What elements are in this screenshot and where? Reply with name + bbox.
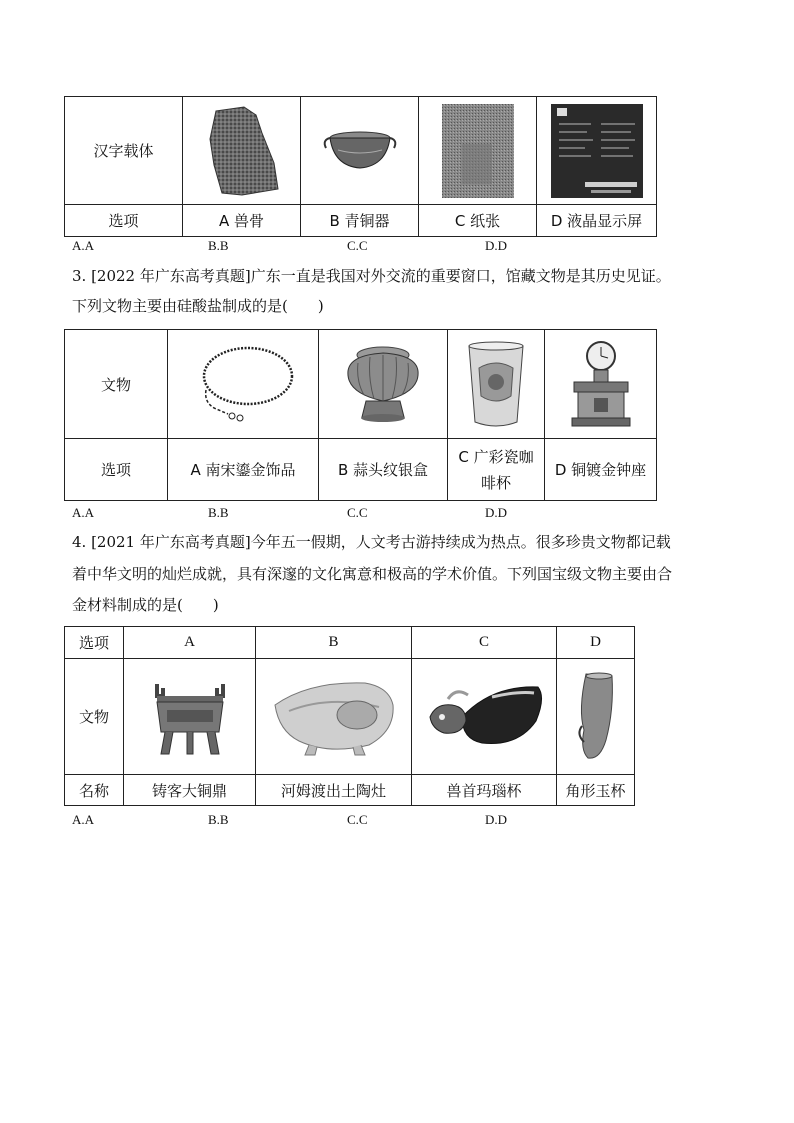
paper-image (419, 97, 537, 205)
q4-table (64, 626, 635, 806)
q2-choice-c[interactable]: C.C (347, 238, 368, 253)
q3-question-line2: 下列文物主要由硅酸盐制成的是( ) (72, 297, 324, 315)
q2-choice-b[interactable]: B.B (208, 238, 229, 253)
q4-option-row-label: 选项 (65, 627, 124, 659)
q2-choice-a[interactable]: A.A (72, 238, 95, 253)
q3-option-c (448, 439, 545, 501)
porcelain-cup-image (448, 330, 545, 439)
q4-question-line2: 着中华文明的灿烂成就，具有深邃的文化寓意和极高的学术价值。下列国宝级文物主要由合 (72, 565, 673, 583)
q3-option-d: D 铜镀金钟座 (545, 439, 657, 501)
q2-option-a: A 兽骨 (183, 205, 301, 237)
gold-necklace-image (168, 330, 319, 439)
q4-question-line3: 金材料制成的是( ) (72, 596, 219, 614)
pottery-stove-image (256, 659, 412, 775)
agate-cup-image (412, 659, 557, 775)
q3-choice-d[interactable]: D.D (485, 505, 508, 520)
q4-choice-d[interactable]: D.D (485, 812, 508, 827)
q2-option-label: 选项 (65, 205, 183, 237)
q3-question-line1: 3. [2022 年广东高考真题]广东一直是我国对外交流的重要窗口，馆藏文物是其历史见证。 (72, 267, 671, 285)
q4-letter-c: C (412, 627, 557, 659)
q3-header-cell: 文物 (65, 330, 168, 439)
q4-letter-a: A (124, 627, 256, 659)
q2-option-c: C 纸张 (419, 205, 537, 237)
q4-name-b: 河姆渡出土陶灶 (256, 775, 412, 806)
q4-choice-b[interactable]: B.B (208, 812, 229, 827)
q3-choice-c[interactable]: C.C (347, 505, 368, 520)
q4-letter-b: B (256, 627, 412, 659)
jade-cup-image (557, 659, 635, 775)
q4-letter-d: D (557, 627, 635, 659)
q2-header-cell: 汉字载体 (65, 97, 183, 205)
q2-option-b: B 青铜器 (301, 205, 419, 237)
q4-name-a: 铸客大铜鼎 (124, 775, 256, 806)
q4-relic-row-label: 文物 (65, 659, 124, 775)
q3-option-label: 选项 (65, 439, 168, 501)
oracle-bone-image (183, 97, 301, 205)
q3-choice-b[interactable]: B.B (208, 505, 229, 520)
bronze-ding-image (124, 659, 256, 775)
q3-choice-a[interactable]: A.A (72, 505, 95, 520)
bronze-vessel-image (301, 97, 419, 205)
q3-table (64, 329, 657, 501)
clock-base-image (545, 330, 657, 439)
q2-table (64, 96, 657, 237)
q3-option-b: B 蒜头纹银盒 (319, 439, 448, 501)
q3-option-c-line2: 啡杯 (480, 473, 511, 492)
q4-question-line1: 4. [2021 年广东高考真题]今年五一假期，人文考古游持续成为热点。很多珍贵文物都记载 (72, 533, 671, 551)
q4-name-row-label: 名称 (65, 775, 124, 806)
q2-choice-d[interactable]: D.D (485, 238, 508, 253)
q3-option-a: A 南宋鎏金饰品 (168, 439, 319, 501)
lcd-screen-image (537, 97, 657, 205)
q4-choice-a[interactable]: A.A (72, 812, 95, 827)
q3-option-c-line1: C 广彩瓷咖 (458, 447, 534, 466)
silver-box-image (319, 330, 448, 439)
q2-option-d: D 液晶显示屏 (537, 205, 657, 237)
q4-name-c: 兽首玛瑙杯 (412, 775, 557, 806)
q4-name-d: 角形玉杯 (557, 775, 635, 806)
q4-choice-c[interactable]: C.C (347, 812, 368, 827)
